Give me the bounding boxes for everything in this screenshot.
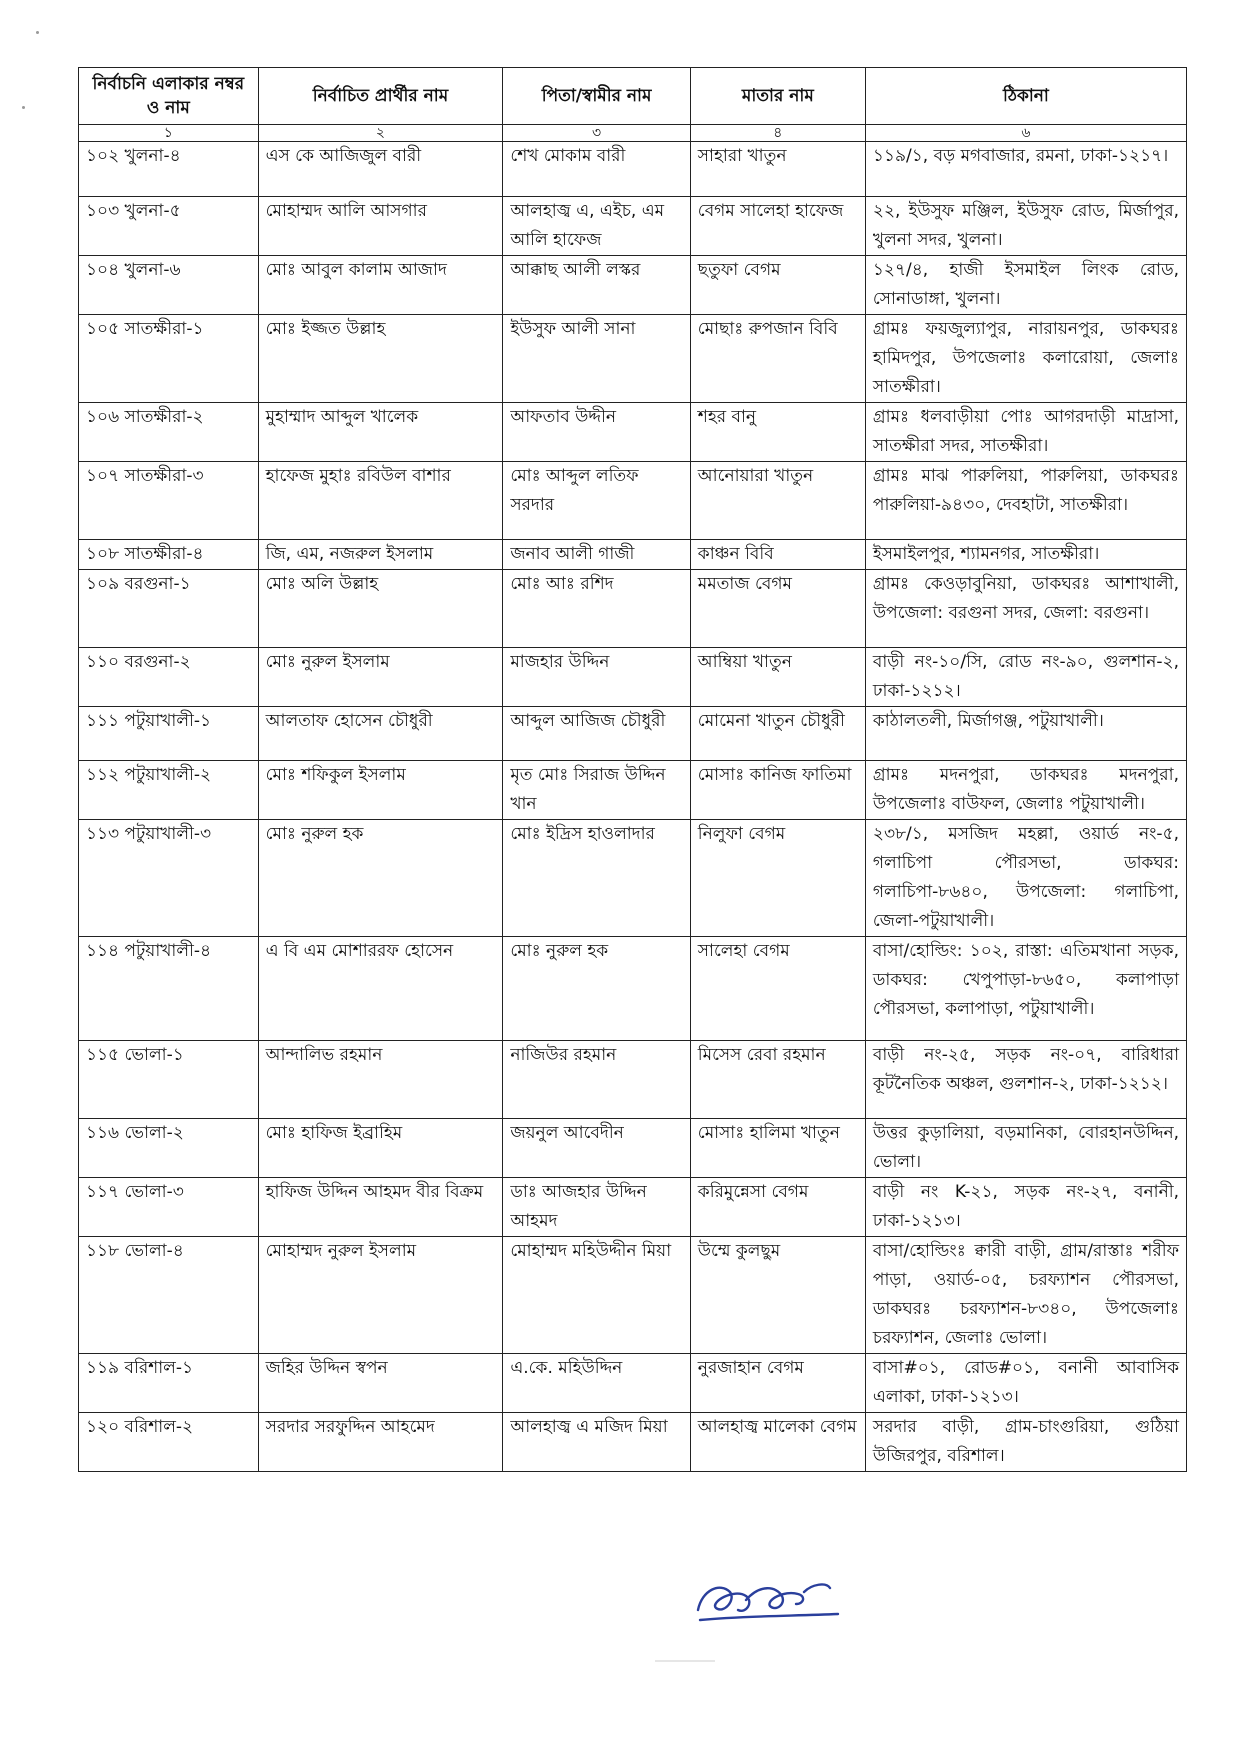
- table-body: [79, 142, 1187, 1472]
- cell-candidate-name: সরদার সরফুদ্দিন আহমেদ: [258, 1413, 503, 1472]
- cell-constituency: ১০৫ সাতক্ষীরা-১: [79, 315, 259, 403]
- cell-constituency: ১১৭ ভোলা-৩: [79, 1178, 259, 1237]
- cell-mother-name: আম্বিয়া খাতুন: [690, 648, 865, 707]
- table-row: [79, 707, 1187, 761]
- cell-address: গ্রামঃ মদনপুরা, ডাকঘরঃ মদনপুরা, উপজেলাঃ বাউফল, জেলাঃ পটুয়াখালী।: [865, 761, 1186, 820]
- header-mother-name: মাতার নাম: [690, 68, 865, 125]
- table-row: [79, 315, 1187, 403]
- column-number: ৬: [865, 125, 1186, 142]
- cell-constituency: ১১৬ ভোলা-২: [79, 1119, 259, 1178]
- cell-address: গ্রামঃ কেওড়াবুনিয়া, ডাকঘরঃ আশাখালী, উপজেলা: বরগুনা সদর, জেলা: বরগুনা।: [865, 570, 1186, 648]
- table-row: [79, 1119, 1187, 1178]
- header-constituency: নির্বাচনি এলাকার নম্বর ও নাম: [79, 68, 259, 125]
- signature-mark: [680, 1570, 860, 1630]
- cell-candidate-name: হাফেজ মুহাঃ রবিউল বাশার: [258, 462, 503, 540]
- scan-speck: [36, 31, 39, 34]
- cell-mother-name: মোমেনা খাতুন চৌধুরী: [690, 707, 865, 761]
- cell-mother-name: নিলুফা বেগম: [690, 820, 865, 937]
- table-row: [79, 1178, 1187, 1237]
- column-number: ৩: [503, 125, 690, 142]
- cell-candidate-name: মোঃ নুরুল ইসলাম: [258, 648, 503, 707]
- cell-mother-name: সালেহা বেগম: [690, 937, 865, 1041]
- cell-mother-name: আলহাজ্ব মালেকা বেগম: [690, 1413, 865, 1472]
- cell-candidate-name: মোঃ ইজ্জত উল্লাহ: [258, 315, 503, 403]
- cell-constituency: ১০৯ বরগুনা-১: [79, 570, 259, 648]
- cell-father-husband-name: মোঃ আঃ রশিদ: [503, 570, 690, 648]
- cell-address: ইসমাইলপুর, শ্যামনগর, সাতক্ষীরা।: [865, 540, 1186, 570]
- cell-mother-name: মোসাঃ হালিমা খাতুন: [690, 1119, 865, 1178]
- column-number: ৪: [690, 125, 865, 142]
- cell-candidate-name: মোঃ আবুল কালাম আজাদ: [258, 256, 503, 315]
- cell-father-husband-name: মৃত মোঃ সিরাজ উদ্দিন খান: [503, 761, 690, 820]
- cell-father-husband-name: আক্কাছ আলী লস্কর: [503, 256, 690, 315]
- table-row: [79, 256, 1187, 315]
- cell-father-husband-name: ডাঃ আজহার উদ্দিন আহমদ: [503, 1178, 690, 1237]
- cell-mother-name: মোসাঃ কানিজ ফাতিমা: [690, 761, 865, 820]
- cell-address: সরদার বাড়ী, গ্রাম-চাংগুরিয়া, গুঠিয়া উজিরপুর, বরিশাল।: [865, 1413, 1186, 1472]
- cell-father-husband-name: মোঃ আব্দুল লতিফ সরদার: [503, 462, 690, 540]
- cell-constituency: ১০৪ খুলনা-৬: [79, 256, 259, 315]
- cell-constituency: ১১০ বরগুনা-২: [79, 648, 259, 707]
- cell-address: ১১৯/১, বড় মগবাজার, রমনা, ঢাকা-১২১৭।: [865, 142, 1186, 197]
- cell-father-husband-name: নাজিউর রহমান: [503, 1041, 690, 1119]
- table-row: [79, 937, 1187, 1041]
- cell-address: গ্রামঃ ধলবাড়ীয়া পোঃ আগরদাড়ী মাদ্রাসা, সাতক্ষীরা সদর, সাতক্ষীরা।: [865, 403, 1186, 462]
- cell-constituency: ১১১ পটুয়াখালী-১: [79, 707, 259, 761]
- table-row: [79, 462, 1187, 540]
- cell-candidate-name: আন্দালিভ রহমান: [258, 1041, 503, 1119]
- cell-address: বাড়ী নং-২৫, সড়ক নং-০৭, বারিধারা কূটনৈতিক অঞ্চল, গুলশান-২, ঢাকা-১২১২।: [865, 1041, 1186, 1119]
- cell-constituency: ১১২ পটুয়াখালী-২: [79, 761, 259, 820]
- cell-candidate-name: মোঃ শফিকুল ইসলাম: [258, 761, 503, 820]
- cell-mother-name: সাহারা খাতুন: [690, 142, 865, 197]
- column-number-row: [79, 125, 1187, 142]
- cell-father-husband-name: এ.কে. মহিউদ্দিন: [503, 1354, 690, 1413]
- table-row: [79, 403, 1187, 462]
- cell-address: বাসা#০১, রোড#০১, বনানী আবাসিক এলাকা, ঢাকা-১২১৩।: [865, 1354, 1186, 1413]
- cell-constituency: ১১৯ বরিশাল-১: [79, 1354, 259, 1413]
- scan-speck: [22, 106, 25, 109]
- cell-constituency: ১১৫ ভোলা-১: [79, 1041, 259, 1119]
- table-row: [79, 1413, 1187, 1472]
- cell-address: ২৩৮/১, মসজিদ মহল্লা, ওয়ার্ড নং-৫, গলাচিপা পৌরসভা, ডাকঘর: গলাচিপা-৮৬৪০, উপজেলা: গলাচিপা, জেলা-পটুয়াখালী।: [865, 820, 1186, 937]
- cell-candidate-name: জহির উদ্দিন স্বপন: [258, 1354, 503, 1413]
- cell-mother-name: করিমুন্নেসা বেগম: [690, 1178, 865, 1237]
- cell-mother-name: মিসেস রেবা রহমান: [690, 1041, 865, 1119]
- cell-mother-name: নুরজাহান বেগম: [690, 1354, 865, 1413]
- table-row: [79, 648, 1187, 707]
- cell-candidate-name: মোঃ অলি উল্লাহ: [258, 570, 503, 648]
- cell-candidate-name: হাফিজ উদ্দিন আহমদ বীর বিক্রম: [258, 1178, 503, 1237]
- cell-address: উত্তর কুড়ালিয়া, বড়মানিকা, বোরহানউদ্দিন, ভোলা।: [865, 1119, 1186, 1178]
- header-address: ঠিকানা: [865, 68, 1186, 125]
- cell-constituency: ১২০ বরিশাল-২: [79, 1413, 259, 1472]
- column-number: ২: [258, 125, 503, 142]
- header-candidate-name: নির্বাচিত প্রার্থীর নাম: [258, 68, 503, 125]
- cell-address: ২২, ইউসুফ মঞ্জিল, ইউসুফ রোড, মির্জাপুর, খুলনা সদর, খুলনা।: [865, 197, 1186, 256]
- cell-candidate-name: এ বি এম মোশাররফ হোসেন: [258, 937, 503, 1041]
- column-number: ১: [79, 125, 259, 142]
- cell-mother-name: উম্মে কুলছুম: [690, 1237, 865, 1354]
- cell-address: বাসা/হোল্ডিংঃ ক্বারী বাড়ী, গ্রাম/রাস্তাঃ শরীফ পাড়া, ওয়ার্ড-০৫, চরফ্যাশন পৌরসভা, ডাকঘরঃ চরফ্যাশন-৮৩৪০, উপজেলাঃ চরফ্যাশন, জেলাঃ ভোলা।: [865, 1237, 1186, 1354]
- cell-address: ১২৭/৪, হাজী ইসমাইল লিংক রোড, সোনাডাঙ্গা, খুলনা।: [865, 256, 1186, 315]
- cell-constituency: ১০২ খুলনা-৪: [79, 142, 259, 197]
- cell-mother-name: শহর বানু: [690, 403, 865, 462]
- cell-constituency: ১১৩ পটুয়াখালী-৩: [79, 820, 259, 937]
- cell-father-husband-name: আলহাজ্ব এ মজিদ মিয়া: [503, 1413, 690, 1472]
- cell-father-husband-name: মোঃ নুরুল হক: [503, 937, 690, 1041]
- cell-candidate-name: মোঃ নুরুল হক: [258, 820, 503, 937]
- cell-candidate-name: মোহাম্মদ আলি আসগার: [258, 197, 503, 256]
- cell-mother-name: আনোয়ারা খাতুন: [690, 462, 865, 540]
- table-row: [79, 1354, 1187, 1413]
- cell-father-husband-name: মোহাম্মদ মহিউদ্দীন মিয়া: [503, 1237, 690, 1354]
- cell-address: বাড়ী নং-১০/সি, রোড নং-৯০, গুলশান-২, ঢাকা-১২১২।: [865, 648, 1186, 707]
- header-father-husband-name: পিতা/স্বামীর নাম: [503, 68, 690, 125]
- cell-father-husband-name: আলহাজ্ব এ, এইচ, এম আলি হাফেজ: [503, 197, 690, 256]
- cell-constituency: ১০৭ সাতক্ষীরা-৩: [79, 462, 259, 540]
- elected-members-table: [78, 67, 1187, 1472]
- cell-mother-name: ছতুফা বেগম: [690, 256, 865, 315]
- cell-constituency: ১০৮ সাতক্ষীরা-৪: [79, 540, 259, 570]
- table-header-row: [79, 68, 1187, 125]
- cell-father-husband-name: মাজহার উদ্দিন: [503, 648, 690, 707]
- table-row: [79, 142, 1187, 197]
- cell-father-husband-name: জনাব আলী গাজী: [503, 540, 690, 570]
- table-row: [79, 1237, 1187, 1354]
- table-row: [79, 1041, 1187, 1119]
- cell-constituency: ১০৩ খুলনা-৫: [79, 197, 259, 256]
- cell-candidate-name: এস কে আজিজুল বারী: [258, 142, 503, 197]
- cell-address: কাঠালতলী, মির্জাগঞ্জ, পটুয়াখালী।: [865, 707, 1186, 761]
- cell-address: গ্রামঃ ফয়জুল্যাপুর, নারায়নপুর, ডাকঘরঃ হামিদপুর, উপজেলাঃ কলারোয়া, জেলাঃ সাতক্ষীরা।: [865, 315, 1186, 403]
- cell-address: বাসা/হোল্ডিং: ১০২, রাস্তা: এতিমখানা সড়ক, ডাকঘর: খেপুপাড়া-৮৬৫০, কলাপাড়া পৌরসভা, কলাপাড়া, পটুয়াখালী।: [865, 937, 1186, 1041]
- cell-address: গ্রামঃ মাঝ পারুলিয়া, পারুলিয়া, ডাকঘরঃ পারুলিয়া-৯৪৩০, দেবহাটা, সাতক্ষীরা।: [865, 462, 1186, 540]
- cell-mother-name: মমতাজ বেগম: [690, 570, 865, 648]
- cell-mother-name: বেগম সালেহা হাফেজ: [690, 197, 865, 256]
- cell-address: বাড়ী নং K-২১, সড়ক নং-২৭, বনানী, ঢাকা-১২১৩।: [865, 1178, 1186, 1237]
- table-row: [79, 570, 1187, 648]
- cell-candidate-name: মোহাম্মদ নুরুল ইসলাম: [258, 1237, 503, 1354]
- cell-candidate-name: মুহাম্মাদ আব্দুল খালেক: [258, 403, 503, 462]
- cell-candidate-name: জি, এম, নজরুল ইসলাম: [258, 540, 503, 570]
- cell-father-husband-name: আফতাব উদ্দীন: [503, 403, 690, 462]
- cell-constituency: ১১৪ পটুয়াখালী-৪: [79, 937, 259, 1041]
- cell-candidate-name: মোঃ হাফিজ ইব্রাহিম: [258, 1119, 503, 1178]
- table-row: [79, 820, 1187, 937]
- cell-father-husband-name: জয়নুল আবেদীন: [503, 1119, 690, 1178]
- cell-candidate-name: আলতাফ হোসেন চৌধুরী: [258, 707, 503, 761]
- cell-constituency: ১১৮ ভোলা-৪: [79, 1237, 259, 1354]
- cell-mother-name: কাঞ্চন বিবি: [690, 540, 865, 570]
- table-row: [79, 761, 1187, 820]
- cell-constituency: ১০৬ সাতক্ষীরা-২: [79, 403, 259, 462]
- cell-father-husband-name: আব্দুল আজিজ চৌধুরী: [503, 707, 690, 761]
- scan-smudge: [655, 1660, 715, 1662]
- table-row: [79, 540, 1187, 570]
- cell-mother-name: মোছাঃ রুপজান বিবি: [690, 315, 865, 403]
- table-row: [79, 197, 1187, 256]
- cell-father-husband-name: মোঃ ইদ্রিস হাওলাদার: [503, 820, 690, 937]
- cell-father-husband-name: ইউসুফ আলী সানা: [503, 315, 690, 403]
- cell-father-husband-name: শেখ মোকাম বারী: [503, 142, 690, 197]
